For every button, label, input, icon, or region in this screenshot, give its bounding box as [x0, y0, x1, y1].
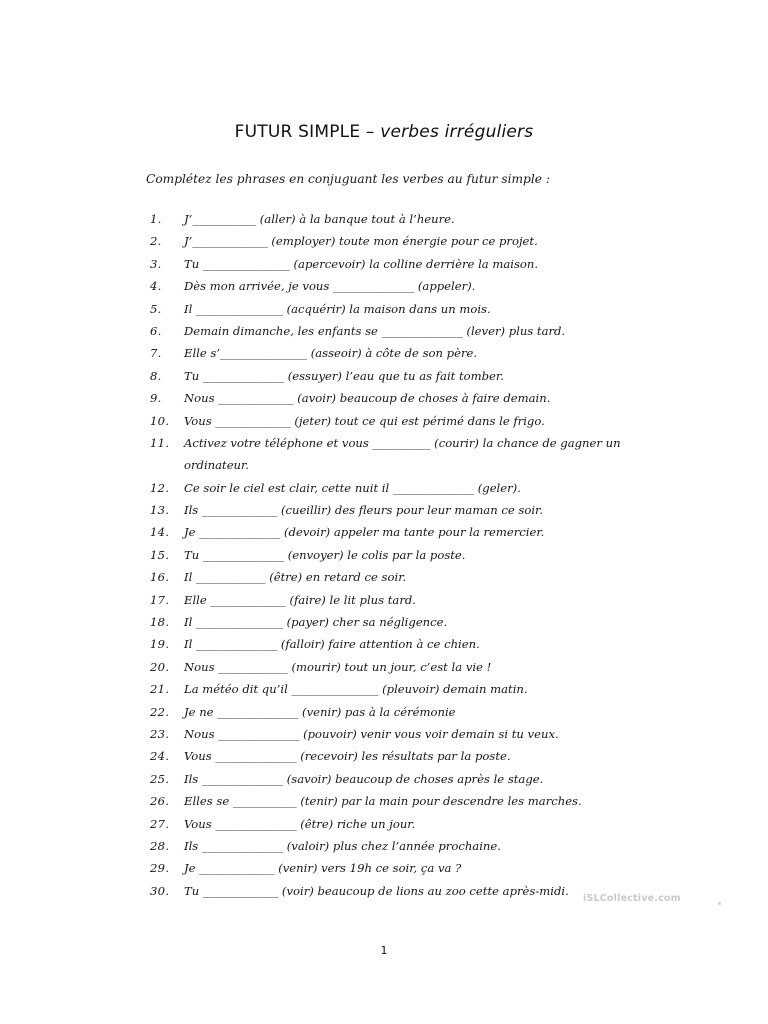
exercise-text: Tu ______________ (envoyer) le colis par la poste. — [184, 547, 466, 562]
exercise-text: Ce soir le ciel est clair, cette nuit il ______________ (geler). — [184, 480, 521, 495]
exercise-number: 30. — [150, 883, 170, 898]
exercise-text: Il _______________ (acquérir) la maison dans un mois. — [184, 301, 491, 316]
exercise-text: Activez votre téléphone et vous __________ (courir) la chance de gagner un ordinateur. — [184, 435, 621, 473]
exercise-item — [150, 208, 670, 230]
exercise-item — [150, 320, 670, 342]
exercise-item — [150, 745, 670, 767]
exercise-text: Vous ______________ (être) riche un jour. — [184, 816, 416, 831]
title-dash: – — [360, 122, 381, 142]
exercise-item — [150, 723, 670, 745]
exercise-number: 14. — [150, 525, 170, 540]
exercise-text: Nous ____________ (mourir) tout un jour, c’est la vie ! — [184, 659, 492, 674]
exercise-text: Tu _____________ (voir) beaucoup de lions au zoo cette après-midi. — [184, 883, 569, 898]
exercise-text: Vous _____________ (jeter) tout ce qui est périmé dans le frigo. — [184, 413, 545, 428]
exercise-text: La météo dit qu’il _______________ (pleuvoir) demain matin. — [184, 682, 528, 697]
exercise-item — [150, 566, 670, 588]
exercise-item — [150, 678, 670, 700]
title-main: FUTUR SIMPLE — [234, 122, 361, 142]
exercise-text: Il ______________ (falloir) faire attention à ce chien. — [184, 637, 480, 652]
exercise-text: Elle s’_______________ (asseoir) à côte de son père. — [184, 346, 478, 361]
exercise-text: Nous _____________ (avoir) beaucoup de choses à faire demain. — [184, 391, 551, 406]
exercise-number: 28. — [150, 838, 170, 853]
exercise-number: 1. — [150, 212, 162, 226]
exercise-item — [150, 275, 670, 297]
exercise-item — [150, 521, 670, 543]
exercise-number: 13. — [150, 503, 170, 518]
exercise-number: 2. — [150, 234, 162, 249]
exercise-number: 3. — [150, 256, 162, 271]
exercise-number: 15. — [150, 547, 170, 562]
exercise-text: Elles se ___________ (tenir) par la main pour descendre les marches. — [184, 794, 582, 809]
exercise-number: 17. — [150, 592, 170, 607]
exercise-number: 11. — [150, 435, 170, 450]
exercise-item — [150, 387, 670, 409]
exercise-number: 20. — [150, 659, 170, 674]
instructions: Complétez les phrases en conjuguant les verbes au futur simple : — [146, 172, 550, 186]
exercise-number: 19. — [150, 637, 170, 652]
exercise-number: 27. — [150, 816, 170, 831]
exercise-number: 10. — [150, 413, 170, 428]
exercise-text: Ils ______________ (savoir) beaucoup de choses après le stage. — [184, 771, 544, 786]
exercise-number: 4. — [150, 279, 162, 294]
exercise-item — [150, 499, 670, 521]
exercise-item — [150, 656, 670, 678]
exercise-text: Ils ______________ (valoir) plus chez l’année prochaine. — [184, 838, 501, 853]
exercise-text: Je ne ______________ (venir) pas à la cérémonie — [184, 704, 456, 719]
page-number: 1 — [380, 944, 388, 957]
exercise-text: Tu ______________ (essuyer) l’eau que tu as fait tomber. — [184, 368, 504, 383]
exercise-item — [150, 857, 670, 879]
exercise-item — [150, 633, 670, 655]
exercise-text: Demain dimanche, les enfants se ______________ (lever) plus tard. — [184, 323, 566, 338]
exercise-item — [150, 835, 670, 857]
exercise-number: 26. — [150, 794, 170, 809]
exercise-item — [150, 410, 670, 432]
exercise-text: Je ______________ (devoir) appeler ma tante pour la remercier. — [184, 525, 545, 540]
exercise-item — [150, 298, 670, 320]
exercise-text: Elle _____________ (faire) le lit plus tard. — [184, 592, 416, 607]
exercise-list — [150, 208, 670, 902]
exercise-text: J’___________ (aller) à la banque tout à l’heure. — [184, 212, 455, 226]
exercise-item — [150, 701, 670, 723]
exercise-number: 5. — [150, 301, 162, 316]
watermark-logo: iSLCollective.com — [583, 893, 681, 904]
scan-speck — [718, 902, 721, 905]
exercise-number: 25. — [150, 771, 170, 786]
exercise-number: 12. — [150, 480, 170, 495]
exercise-item — [150, 230, 670, 252]
exercise-number: 29. — [150, 861, 170, 876]
exercise-text: Dès mon arrivée, je vous ______________ (appeler). — [184, 279, 476, 294]
exercise-text: Je _____________ (venir) vers 19h ce soir, ça va ? — [184, 861, 462, 876]
exercise-number: 8. — [150, 368, 162, 383]
exercise-number: 23. — [150, 727, 170, 741]
exercise-item — [150, 342, 670, 364]
exercise-text: Vous ______________ (recevoir) les résultats par la poste. — [184, 749, 511, 764]
exercise-text: Ils _____________ (cueillir) des fleurs pour leur maman ce soir. — [184, 503, 544, 518]
exercise-number: 21. — [150, 682, 170, 697]
exercise-text: Il ____________ (être) en retard ce soir. — [184, 570, 407, 585]
exercise-text: J’_____________ (employer) toute mon énergie pour ce projet. — [184, 234, 538, 249]
exercise-item — [150, 813, 670, 835]
exercise-item — [150, 790, 670, 812]
exercise-number: 7. — [150, 346, 162, 361]
exercise-item — [150, 253, 670, 275]
title-subtitle: verbes irréguliers — [380, 122, 534, 142]
exercise-text: Tu _______________ (apercevoir) la colline derrière la maison. — [184, 256, 539, 271]
exercise-text: Il _______________ (payer) cher sa négligence. — [184, 615, 448, 630]
page-title — [0, 122, 768, 142]
exercise-item — [150, 432, 670, 477]
exercise-number: 22. — [150, 704, 170, 719]
exercise-item — [150, 589, 670, 611]
exercise-number: 24. — [150, 749, 170, 764]
exercise-number: 6. — [150, 323, 162, 338]
exercise-number: 16. — [150, 570, 170, 585]
exercise-item — [150, 365, 670, 387]
exercise-item — [150, 611, 670, 633]
exercise-item — [150, 544, 670, 566]
exercise-item — [150, 477, 670, 499]
exercise-text: Nous ______________ (pouvoir) venir vous voir demain si tu veux. — [184, 727, 559, 741]
exercise-number: 18. — [150, 615, 170, 630]
exercise-number: 9. — [150, 391, 162, 406]
exercise-item — [150, 768, 670, 790]
